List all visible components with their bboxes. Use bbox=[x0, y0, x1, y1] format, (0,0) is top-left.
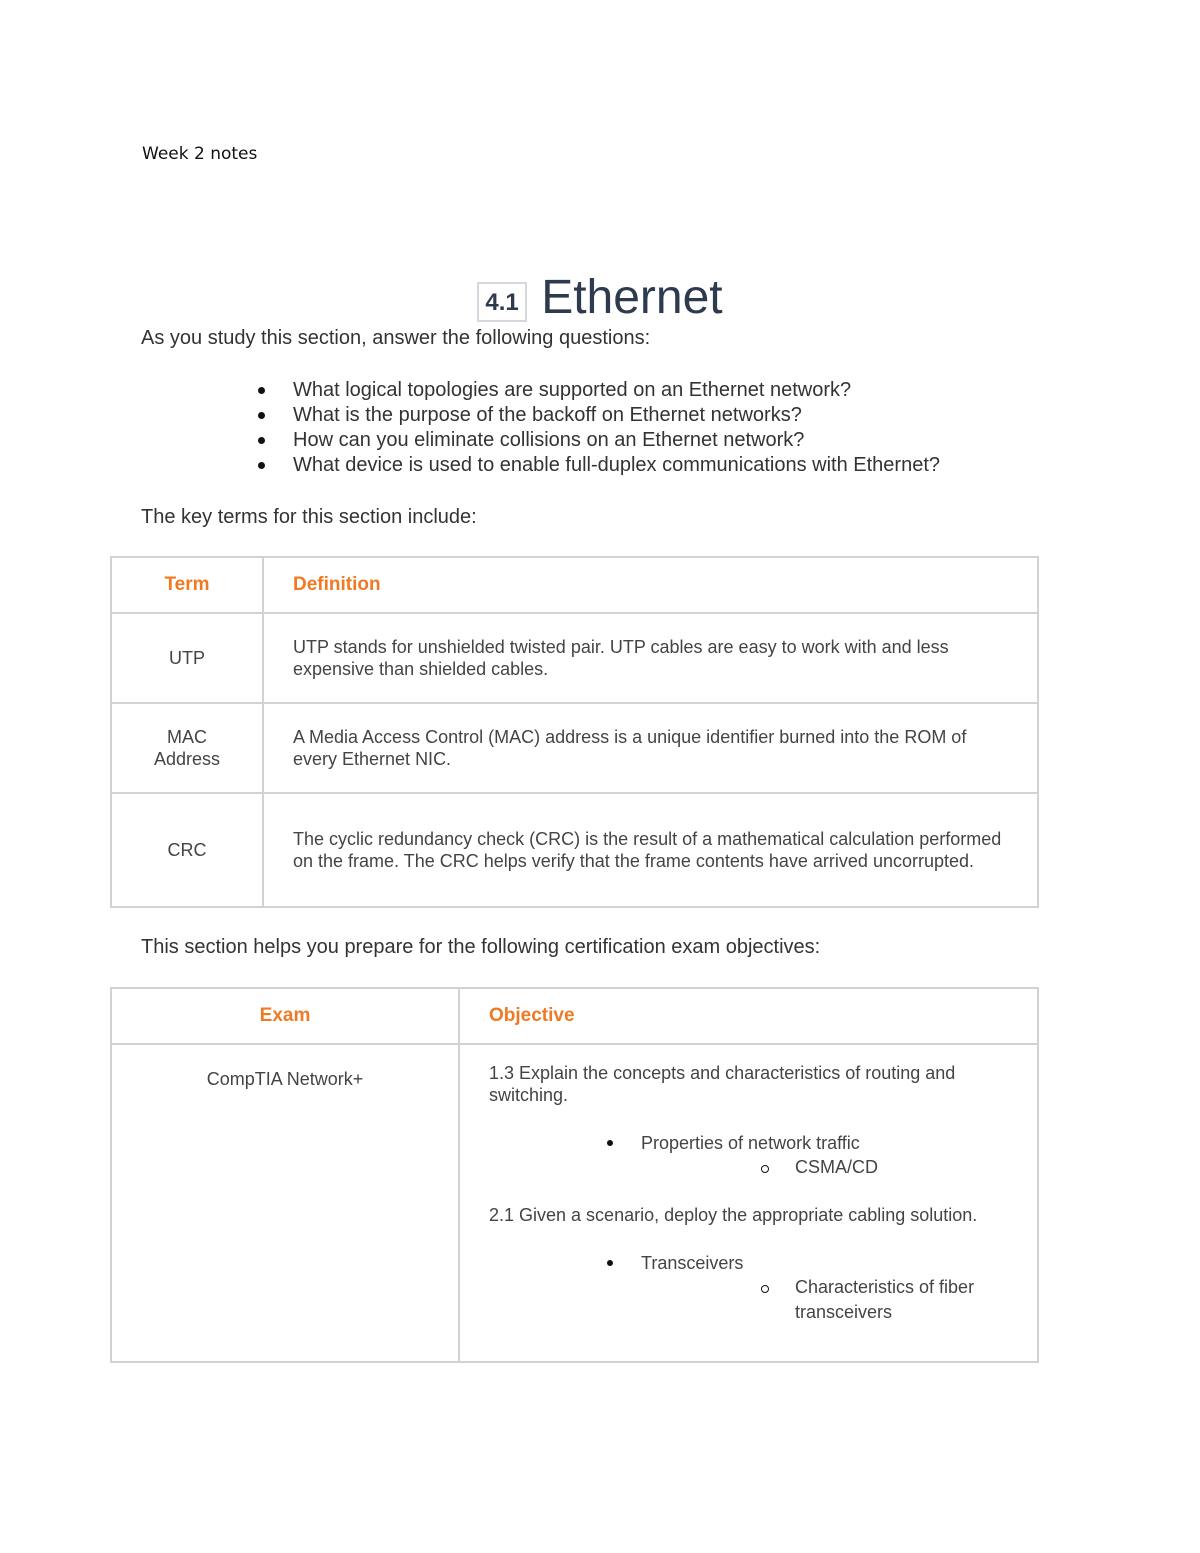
objective-sub-list bbox=[489, 1132, 1013, 1180]
definition-cell: A Media Access Control (MAC) address is a unique identifier burned into the ROM of every Ethernet NIC. bbox=[263, 703, 1038, 793]
sub-objective-text: Transceivers bbox=[641, 1253, 744, 1273]
exam-name: CompTIA Network+ bbox=[206, 1069, 364, 1089]
exam-column-header: Exam bbox=[111, 988, 459, 1044]
exam-objectives-table bbox=[110, 987, 1039, 1363]
exam-cell bbox=[111, 1044, 459, 1362]
list-item bbox=[255, 378, 940, 403]
objective-column-header: Objective bbox=[459, 988, 1038, 1044]
sub-sub-objective-text: Characteristics of fiber transceivers bbox=[795, 1277, 975, 1322]
bullet-icon bbox=[607, 1260, 613, 1266]
list-item bbox=[489, 1275, 1013, 1325]
table-header-row bbox=[111, 557, 1038, 613]
definition-cell: UTP stands for unshielded twisted pair. UTP cables are easy to work with and less expensive than shielded cables. bbox=[263, 613, 1038, 703]
table-row bbox=[111, 613, 1038, 703]
table-row bbox=[111, 1044, 1038, 1362]
term-cell bbox=[111, 703, 263, 793]
sub-objective-text: Properties of network traffic bbox=[641, 1133, 860, 1153]
hollow-bullet-icon bbox=[761, 1165, 769, 1173]
question-text: What is the purpose of the backoff on Ethernet networks? bbox=[293, 404, 802, 426]
objective-text: 2.1 Given a scenario, deploy the appropriate cabling solution. bbox=[489, 1205, 978, 1225]
section-heading: Ethernet bbox=[541, 271, 723, 324]
study-intro: As you study this section, answer the following questions: bbox=[141, 327, 651, 349]
page-header: Week 2 notes bbox=[142, 144, 258, 164]
list-item bbox=[255, 403, 940, 428]
list-item bbox=[489, 1132, 1013, 1155]
objective-content bbox=[489, 1046, 1013, 1325]
list-item bbox=[489, 1155, 1013, 1180]
objective-cell bbox=[459, 1044, 1038, 1362]
question-text: How can you eliminate collisions on an Ethernet network? bbox=[293, 429, 805, 451]
term-column-header: Term bbox=[111, 557, 263, 613]
bullet-icon bbox=[607, 1140, 613, 1146]
exam-objectives-intro: This section helps you prepare for the following certification exam objectives: bbox=[141, 936, 821, 958]
term-cell: UTP bbox=[111, 613, 263, 703]
list-item bbox=[255, 453, 940, 478]
bullet-icon bbox=[258, 387, 265, 394]
list-item bbox=[489, 1252, 1013, 1275]
section-title bbox=[0, 270, 1200, 326]
objective-sub-list bbox=[489, 1252, 1013, 1325]
study-questions-list bbox=[255, 378, 940, 478]
term-text: MAC Address bbox=[153, 727, 221, 769]
sub-sub-objective-text: CSMA/CD bbox=[795, 1157, 879, 1177]
section-number-badge: 4.1 bbox=[477, 282, 526, 322]
table-header-row bbox=[111, 988, 1038, 1044]
question-text: What logical topologies are supported on an Ethernet network? bbox=[293, 379, 852, 401]
list-item bbox=[255, 428, 940, 453]
definition-column-header: Definition bbox=[263, 557, 1038, 613]
question-text: What device is used to enable full-duplex communications with Ethernet? bbox=[293, 454, 941, 476]
bullet-icon bbox=[258, 412, 265, 419]
key-terms-table bbox=[110, 556, 1039, 908]
objective-text: 1.3 Explain the concepts and characteristics of routing and switching. bbox=[489, 1063, 956, 1105]
table-row bbox=[111, 703, 1038, 793]
bullet-icon bbox=[258, 437, 265, 444]
term-cell: CRC bbox=[111, 793, 263, 907]
bullet-icon bbox=[258, 462, 265, 469]
definition-cell: The cyclic redundancy check (CRC) is the result of a mathematical calculation performed on the frame. The CRC helps verify that the frame contents have arrived uncorrupted. bbox=[263, 793, 1038, 907]
key-terms-intro: The key terms for this section include: bbox=[141, 506, 477, 528]
hollow-bullet-icon bbox=[761, 1285, 769, 1293]
table-row bbox=[111, 793, 1038, 907]
